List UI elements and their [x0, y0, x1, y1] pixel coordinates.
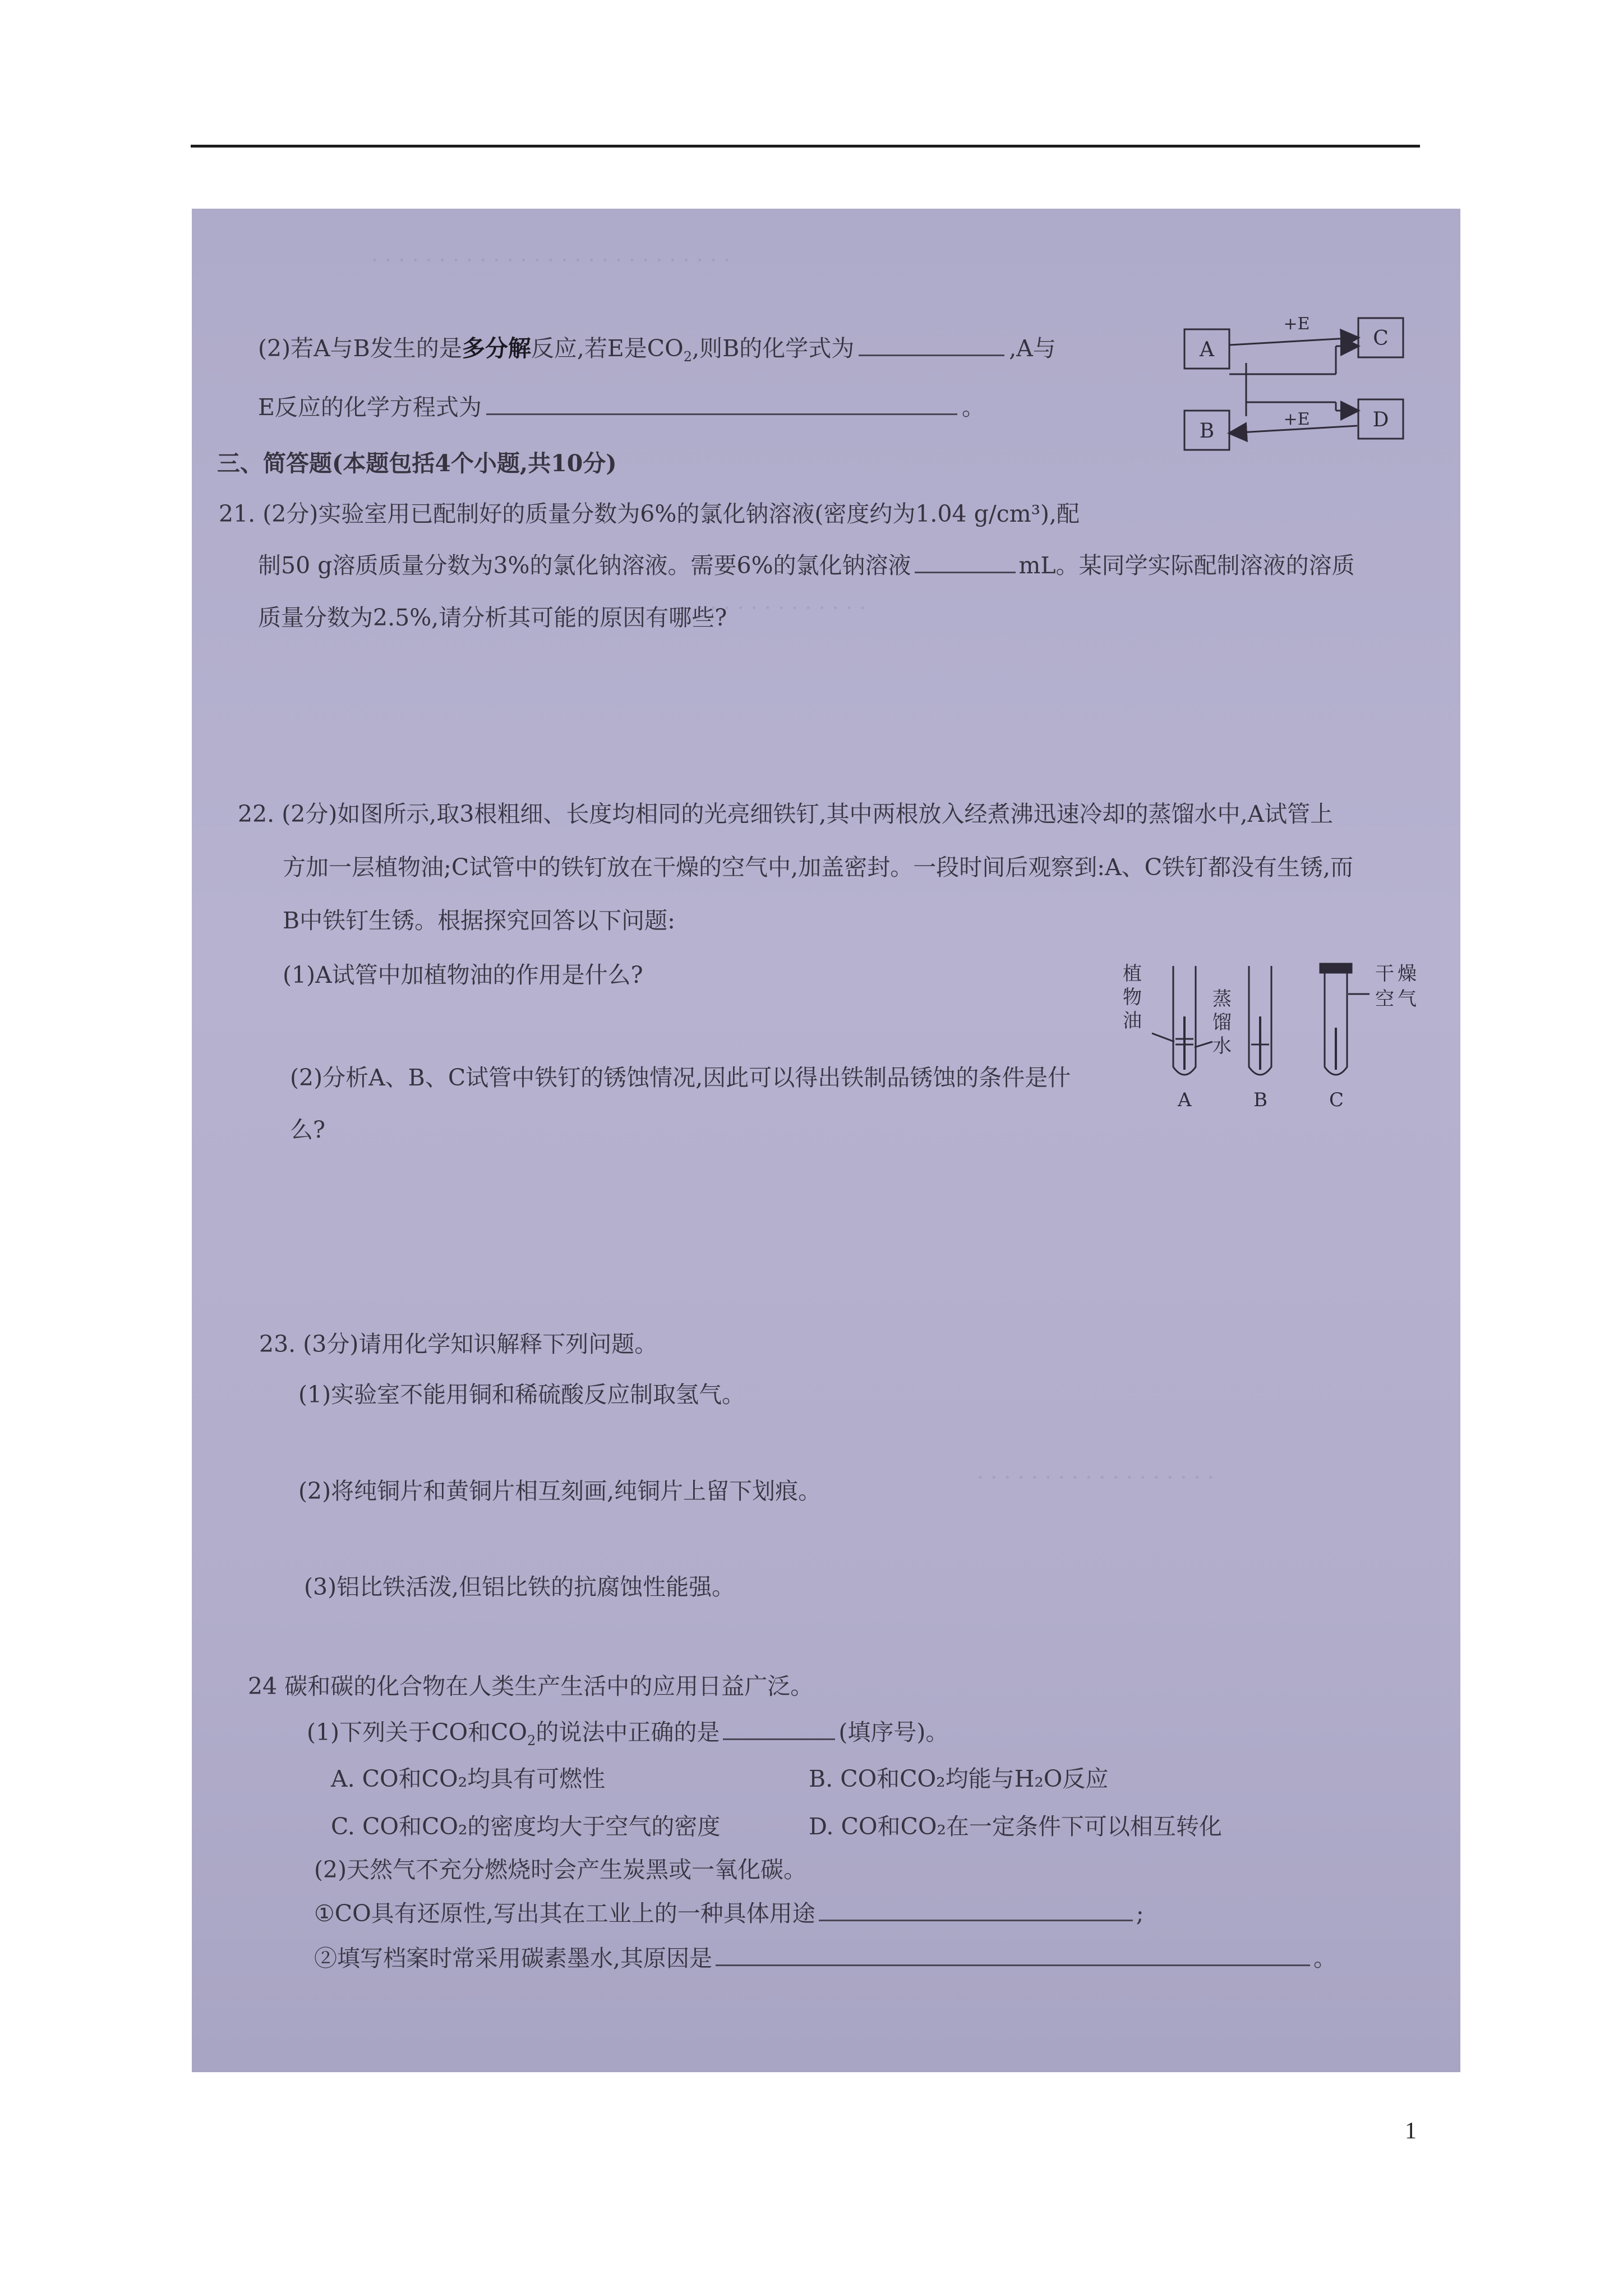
q20-part2-line2: E反应的化学方程式为 。	[258, 394, 985, 421]
q21-line3: 质量分数为2.5%,请分析其可能的原因有哪些?	[258, 604, 727, 631]
q24-item2: ②填写档案时常采用碳素墨水,其原因是 。	[314, 1945, 1337, 1972]
q21-line2: 制50 g溶质质量分数为3%的氯化钠溶液。需要6%的氯化钠溶液 mL。某同学实际配制溶液的溶质	[258, 552, 1355, 579]
q23-sub3: (3)铝比铁活泼,但铝比铁的抗腐蚀性能强。	[304, 1573, 735, 1600]
q24-answer-blank-reason	[716, 1964, 1310, 1966]
q22-line2: 方加一层植物油;C试管中的铁钉放在干燥的空气中,加盖密封。一段时间后观察到:A、C铁钉都没有生锈,而	[283, 854, 1354, 881]
q21-answer-blank-volume	[915, 572, 1016, 573]
label-water-1: 蒸	[1212, 988, 1232, 1010]
q24-answer-blank-choice	[723, 1738, 835, 1740]
q24-line1: 24 碳和碳的化合物在人类生产生活中的应用日益广泛。	[248, 1673, 814, 1700]
label-air-4: 气	[1398, 988, 1417, 1010]
q22-sub2-line1: (2)分析A、B、C试管中铁钉的锈蚀情况,因此可以得出铁制品锈蚀的条件是什	[290, 1064, 1071, 1091]
q20-highlight: 多分解	[462, 335, 531, 362]
q22-test-tube-figure	[1112, 955, 1426, 1123]
q22-line3: B中铁钉生锈。根据探究回答以下问题:	[283, 907, 675, 934]
edge-label-top: +E	[1283, 314, 1310, 334]
q24-sub1: (1)下列关于CO和$CO_2$的说法中正确的是 (填序号)。	[307, 1719, 949, 1749]
q24-option-b: B. CO和CO₂均能与H₂O反应	[809, 1765, 1109, 1792]
q20-answer-blank-formula	[859, 355, 1004, 356]
q23-sub1: (1)实验室不能用铜和稀硫酸反应制取氢气。	[298, 1381, 745, 1408]
label-air-2: 燥	[1398, 963, 1417, 985]
q23-line1: 23. (3分)请用化学知识解释下列问题。	[259, 1331, 658, 1358]
tube-label-c: C	[1329, 1089, 1344, 1111]
section3-heading: 三、简答题(本题包括4个小题,共10分)	[217, 450, 617, 477]
tube-label-a: A	[1178, 1089, 1192, 1111]
q22-line1: 22. (2分)如图所示,取3根粗细、长度均相同的光亮细铁钉,其中两根放入经煮沸迅速冷却的蒸馏水中,A试管上	[238, 800, 1334, 827]
q20-part2-line1: (2)若A与B发生的是多分解反应,若E是$CO_2$,则B的化学式为 ,A与	[258, 335, 1056, 365]
q22-sub2-line2: 么?	[290, 1116, 325, 1143]
q23-sub2: (2)将纯铜片和黄铜片相互刻画,纯铜片上留下划痕。	[298, 1478, 822, 1504]
q21-line1: 21. (2分)实验室用已配制好的质量分数为6%的氯化钠溶液(密度约为1.04 g/cm³),配	[219, 500, 1080, 527]
node-b-label: B	[1199, 420, 1215, 443]
q24-option-d: D. CO和CO₂在一定条件下可以相互转化	[809, 1813, 1222, 1840]
label-air-3: 空	[1375, 988, 1394, 1010]
node-a-label: A	[1200, 338, 1214, 361]
label-water-3: 水	[1212, 1035, 1232, 1057]
label-air-1: 干	[1375, 963, 1394, 985]
q24-sub2: (2)天然气不充分燃烧时会产生炭黑或一氧化碳。	[314, 1856, 807, 1883]
label-oil-3: 油	[1123, 1010, 1142, 1032]
node-c-label: C	[1373, 327, 1389, 350]
q24-option-a: A. CO和CO₂均具有可燃性	[331, 1765, 606, 1792]
q20-answer-blank-equation	[486, 413, 957, 415]
label-oil-1: 植	[1123, 963, 1142, 985]
header-rule	[191, 145, 1420, 148]
q24-option-c: C. CO和CO₂的密度均大于空气的密度	[331, 1813, 721, 1840]
q24-answer-blank-use	[819, 1920, 1133, 1921]
label-oil-2: 物	[1123, 986, 1142, 1009]
page-number: 1	[1405, 2118, 1417, 2144]
q20-reaction-diagram	[1168, 296, 1409, 455]
tube-c-stopper	[1320, 964, 1352, 973]
label-water-2: 馏	[1212, 1011, 1232, 1034]
q22-sub1: (1)A试管中加植物油的作用是什么?	[283, 961, 643, 988]
q24-item1: ①CO具有还原性,写出其在工业上的一种具体用途 ;	[314, 1900, 1144, 1927]
node-d-label: D	[1372, 408, 1389, 431]
tube-label-b: B	[1253, 1089, 1267, 1111]
edge-label-bottom: +E	[1283, 409, 1310, 429]
scanned-page-photo: · · · · · · · · · · · · · · · · · · · · · · · · · · · · · · · · · · · · · · · · · · · · · · · · · · · · · · · · · · (2)若A与B发生的是多分解反应,若E是$CO_2$,则B的化学式为 ,A与 E反应的化学方程式为 。 A B C D +E +E 三、简答题(本题包括4个小题,共10分) 21. (2分)实验室用已配制好的质量分数为6%的氯化钠溶液(密度约为1.04 g/cm³),配 制50 g溶质质量分数为3%的氯化钠溶液。需要6%的氯化钠溶液 mL。某同学实际配制溶液的溶质 质量分数为2.5%,请分析其可能的原因有哪些? 22. (2分)如图所示,取3根粗细、长度均相同的光亮细铁钉,其中两根放入经煮沸迅速冷却的蒸馏水中,A试管上 方加一层植物油;C试管中的铁钉放在干燥的空气中,加盖密封。一段时间后观察到:A、C铁钉都没有生锈,而 B中铁钉生锈。根据探究回答以下问题: (1)A试管中加植物油的作用是什么? (2)分析A、B、C试管中铁钉的锈蚀情况,因此可以得出铁制品锈蚀的条件是什 么? 植 物 油 蒸 馏 水 干 燥 空 气 A B C 23. (3分)请用化学知识解释下列问题。 (1)实验室不能用铜和稀硫酸反应制取氢气。 (2)将纯铜片和黄铜片相互刻画,纯铜片上留下划痕。 (3)铝比铁活泼,但铝比铁的抗腐蚀性能强。 24 碳和碳的化合物在人类生产生活中的应用日益广泛。 (1)下列关于CO和$CO_2$的说法中正确的是 (填序号)。 A. CO和CO₂均具有可燃性 B. CO和CO₂均能与H₂O反应 C. CO和CO₂的密度均大于空气的密度 D. CO和CO₂在一定条件下可以相互转化 (2)天然气不充分燃烧时会产生炭黑或一氧化碳。 ①CO具有还原性,写出其在工业上的一种具体用途 ; ②填写档案时常采用碳素墨水,其原因是 。	[192, 209, 1460, 2072]
